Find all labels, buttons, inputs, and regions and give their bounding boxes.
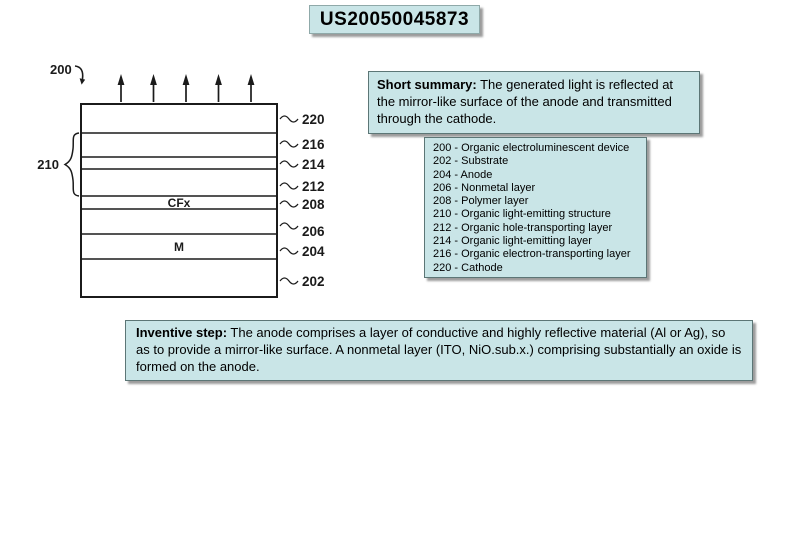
up-arrow-icon [248,74,255,102]
device-ref-arrow [75,66,85,85]
ref-squiggle [280,161,298,167]
ref-squiggles [280,116,298,284]
layer-ref-label-202: 202 [302,274,325,289]
metal-layer-label: M [174,240,184,254]
patent-number-title: US20050045873 [309,5,480,34]
short-summary-text: The generated light is reflected at the mirror-like surface of the anode and transmitted through the cathode. [377,77,674,126]
layer-ref-label-212: 212 [302,179,325,194]
layer-ref-label-206: 206 [302,224,325,239]
legend-item: 200 - Organic electroluminescent device [433,142,630,154]
legend-item: 212 - Organic hole-transporting layer [433,221,613,234]
group-brace [65,133,79,196]
ref-squiggle [280,248,298,254]
inventive-step-text: The anode comprises a layer of conductive and highly reflective material (Al or Ag), so as to provide a mirror-like surface. A nonmetal layer (ITO, NiO.sub.x.) comprising substantially an oxide is formed on the anode. [136,325,742,374]
up-arrow-icon [150,74,157,102]
ref-squiggle [280,223,298,229]
ref-squiggle [280,183,298,189]
up-arrow-icon [215,74,222,102]
device-ref-label: 200 [50,62,72,77]
legend-item: 214 - Organic light-emitting layer [433,235,592,248]
layer-ref-label-216: 216 [302,137,325,152]
patent-figure [25,52,345,302]
up-arrow-icon [118,74,125,102]
layer-ref-label-220: 220 [302,112,325,127]
inventive-step-box [125,320,753,381]
layer-ref-label-208: 208 [302,197,325,212]
reference-legend-box [424,137,647,278]
legend-item: 202 - Substrate [433,155,509,168]
layer-ref-label-214: 214 [302,157,325,172]
group-ref-label: 210 [37,157,59,172]
legend-item: 220 - Cathode [433,261,503,274]
legend-item: 210 - Organic light-emitting structure [433,208,611,221]
ref-squiggle [280,116,298,122]
short-summary-heading: Short summary: [377,77,477,92]
ref-squiggle [280,201,298,207]
light-emission-arrows [118,74,255,102]
inventive-step-heading: Inventive step: [136,325,228,340]
short-summary-box [368,71,700,134]
layer-ref-label-204: 204 [302,244,325,259]
legend-item: 204 - Anode [433,168,493,181]
legend-item: 216 - Organic electron-transporting layer [433,248,631,261]
ref-squiggle [280,141,298,147]
reference-legend-list [433,142,638,275]
legend-item: 208 - Polymer layer [433,195,529,208]
ref-squiggle [280,278,298,284]
legend-item: 206 - Nonmetal layer [433,181,536,194]
cfx-layer-label: CFx [167,196,191,210]
up-arrow-icon [183,74,190,102]
